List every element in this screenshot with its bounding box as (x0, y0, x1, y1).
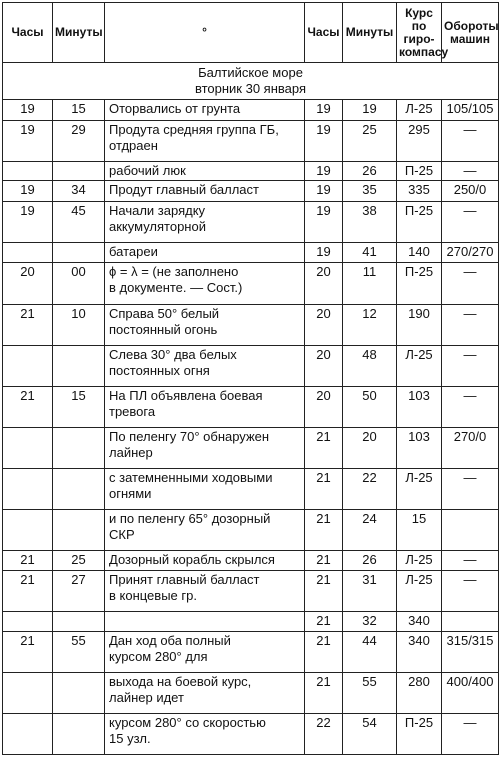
header-revs: Обороты машин (442, 3, 499, 63)
hours-2-cell: 21 (305, 570, 343, 611)
revs-cell: — (442, 469, 499, 510)
event-cell: выхода на боевой курс, лайнер идет (105, 672, 305, 713)
course-cell: П-25 (397, 201, 442, 242)
minutes-cell (53, 345, 105, 386)
log-row (3, 631, 499, 672)
course-cell: Л-25 (397, 100, 442, 121)
hours-cell: 21 (3, 570, 53, 611)
hours-cell (3, 612, 53, 632)
revs-cell: — (442, 161, 499, 181)
event-cell: Начали зарядку аккумуляторной (105, 201, 305, 242)
event-cell: с затемненными ходовыми огнями (105, 469, 305, 510)
hours-cell (3, 713, 53, 754)
course-cell: П-25 (397, 161, 442, 181)
hours-cell: 19 (3, 100, 53, 121)
minutes-2-cell: 50 (343, 386, 397, 427)
revs-cell: — (442, 304, 499, 345)
log-row (3, 570, 499, 611)
hours-2-cell: 21 (305, 631, 343, 672)
course-cell: 280 (397, 672, 442, 713)
minutes-cell (53, 161, 105, 181)
minutes-cell: 27 (53, 570, 105, 611)
hours-2-cell: 21 (305, 672, 343, 713)
minutes-2-cell: 41 (343, 242, 397, 263)
minutes-cell (53, 469, 105, 510)
header-event: ° (105, 3, 305, 63)
hours-2-cell: 19 (305, 161, 343, 181)
hours-cell: 20 (3, 263, 53, 304)
event-cell: По пеленгу 70° обнаружен лайнер (105, 427, 305, 468)
log-row (3, 304, 499, 345)
revs-cell: 250/0 (442, 181, 499, 202)
hours-2-cell: 21 (305, 551, 343, 571)
minutes-cell (53, 713, 105, 754)
minutes-cell: 00 (53, 263, 105, 304)
revs-cell (442, 510, 499, 551)
revs-cell (442, 612, 499, 632)
hours-2-cell: 19 (305, 120, 343, 161)
minutes-2-cell: 26 (343, 551, 397, 571)
course-cell: Л-25 (397, 345, 442, 386)
hours-2-cell: 21 (305, 427, 343, 468)
minutes-cell (53, 510, 105, 551)
log-row (3, 120, 499, 161)
hours-2-cell: 20 (305, 386, 343, 427)
revs-cell: — (442, 551, 499, 571)
revs-cell: — (442, 345, 499, 386)
course-cell: П-25 (397, 713, 442, 754)
hours-cell: 21 (3, 631, 53, 672)
course-cell: 335 (397, 181, 442, 202)
hours-2-cell: 20 (305, 263, 343, 304)
course-cell: 140 (397, 242, 442, 263)
minutes-2-cell: 25 (343, 120, 397, 161)
hours-cell (3, 510, 53, 551)
minutes-cell: 34 (53, 181, 105, 202)
hours-cell: 19 (3, 201, 53, 242)
event-cell: Продут главный балласт (105, 181, 305, 202)
course-cell: 340 (397, 631, 442, 672)
minutes-2-cell: 55 (343, 672, 397, 713)
log-row (3, 242, 499, 263)
hours-2-cell: 20 (305, 345, 343, 386)
log-row (3, 672, 499, 713)
revs-cell: 270/0 (442, 427, 499, 468)
minutes-cell (53, 427, 105, 468)
minutes-2-cell: 31 (343, 570, 397, 611)
event-cell: Принят главный балласт в концевые гр. (105, 570, 305, 611)
hours-2-cell: 21 (305, 469, 343, 510)
minutes-cell (53, 612, 105, 632)
minutes-cell (53, 672, 105, 713)
revs-cell: 315/315 (442, 631, 499, 672)
course-cell: 295 (397, 120, 442, 161)
course-cell: 103 (397, 427, 442, 468)
log-table (2, 2, 499, 755)
event-cell: Дан ход оба полный курсом 280° для (105, 631, 305, 672)
revs-cell: — (442, 570, 499, 611)
minutes-2-cell: 22 (343, 469, 397, 510)
event-cell: Дозорный корабль скрылся (105, 551, 305, 571)
minutes-2-cell: 54 (343, 713, 397, 754)
minutes-2-cell: 48 (343, 345, 397, 386)
log-row (3, 263, 499, 304)
header-row (3, 3, 499, 63)
log-row (3, 201, 499, 242)
event-cell: Оторвались от грунта (105, 100, 305, 121)
event-cell: На ПЛ объявлена боевая тревога (105, 386, 305, 427)
event-cell: батареи (105, 242, 305, 263)
hours-cell: 21 (3, 551, 53, 571)
event-cell: курсом 280° со скоростью 15 узл. (105, 713, 305, 754)
event-cell: Слева 30° два белых постоянных огня (105, 345, 305, 386)
event-cell: и по пеленгу 65° дозорный СКР (105, 510, 305, 551)
minutes-2-cell: 20 (343, 427, 397, 468)
course-cell: 15 (397, 510, 442, 551)
revs-cell: — (442, 263, 499, 304)
revs-cell: — (442, 120, 499, 161)
revs-cell: 270/270 (442, 242, 499, 263)
log-row (3, 345, 499, 386)
minutes-cell: 25 (53, 551, 105, 571)
hours-cell: 21 (3, 386, 53, 427)
event-cell (105, 612, 305, 632)
section-row (3, 63, 499, 100)
log-row (3, 386, 499, 427)
minutes-2-cell: 44 (343, 631, 397, 672)
event-cell: ϕ = λ = (не заполнено в документе. — Сост.) (105, 263, 305, 304)
revs-cell: 105/105 (442, 100, 499, 121)
revs-cell: — (442, 713, 499, 754)
minutes-2-cell: 11 (343, 263, 397, 304)
minutes-2-cell: 24 (343, 510, 397, 551)
revs-cell: — (442, 201, 499, 242)
log-row (3, 551, 499, 571)
log-row (3, 181, 499, 202)
event-cell: Продута средняя группа ГБ, отдраен (105, 120, 305, 161)
log-row (3, 161, 499, 181)
minutes-cell: 15 (53, 100, 105, 121)
hours-cell: 19 (3, 120, 53, 161)
minutes-cell: 45 (53, 201, 105, 242)
header-hours: Часы (3, 3, 53, 63)
header-hours-2: Часы (305, 3, 343, 63)
course-cell: 103 (397, 386, 442, 427)
log-row (3, 469, 499, 510)
log-row (3, 612, 499, 632)
course-cell: П-25 (397, 263, 442, 304)
course-cell: 340 (397, 612, 442, 632)
hours-cell (3, 469, 53, 510)
header-minutes: Минуты (53, 3, 105, 63)
hours-2-cell: 21 (305, 510, 343, 551)
hours-cell (3, 345, 53, 386)
hours-2-cell: 22 (305, 713, 343, 754)
minutes-cell: 10 (53, 304, 105, 345)
course-cell: Л-25 (397, 551, 442, 571)
minutes-2-cell: 35 (343, 181, 397, 202)
revs-cell: — (442, 386, 499, 427)
hours-2-cell: 21 (305, 612, 343, 632)
hours-2-cell: 19 (305, 201, 343, 242)
revs-cell: 400/400 (442, 672, 499, 713)
minutes-2-cell: 32 (343, 612, 397, 632)
hours-2-cell: 19 (305, 100, 343, 121)
event-cell: Справа 50° белый постоянный огонь (105, 304, 305, 345)
section-title: Балтийское море вторник 30 января (3, 63, 499, 100)
log-row (3, 100, 499, 121)
minutes-cell: 29 (53, 120, 105, 161)
header-course: Курс по гиро- компасу (397, 3, 442, 63)
minutes-2-cell: 12 (343, 304, 397, 345)
course-cell: Л-25 (397, 469, 442, 510)
hours-2-cell: 20 (305, 304, 343, 345)
hours-2-cell: 19 (305, 181, 343, 202)
minutes-cell (53, 242, 105, 263)
minutes-2-cell: 26 (343, 161, 397, 181)
hours-cell: 19 (3, 181, 53, 202)
minutes-2-cell: 19 (343, 100, 397, 121)
event-cell: рабочий люк (105, 161, 305, 181)
hours-cell (3, 672, 53, 713)
minutes-cell: 15 (53, 386, 105, 427)
minutes-2-cell: 38 (343, 201, 397, 242)
log-row (3, 510, 499, 551)
hours-2-cell: 19 (305, 242, 343, 263)
minutes-cell: 55 (53, 631, 105, 672)
log-row (3, 427, 499, 468)
hours-cell (3, 427, 53, 468)
hours-cell (3, 161, 53, 181)
hours-cell: 21 (3, 304, 53, 345)
log-row (3, 713, 499, 754)
header-minutes-2: Минуты (343, 3, 397, 63)
course-cell: Л-25 (397, 570, 442, 611)
hours-cell (3, 242, 53, 263)
course-cell: 190 (397, 304, 442, 345)
